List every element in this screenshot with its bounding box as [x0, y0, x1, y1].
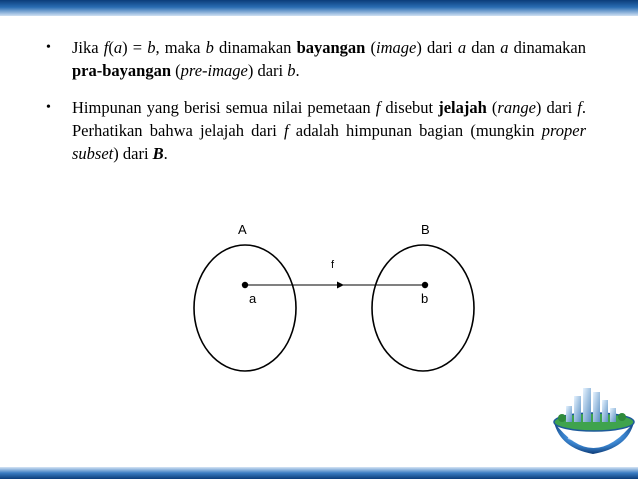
text: .: [295, 61, 300, 80]
set-a-ellipse: [194, 245, 296, 371]
math-set-B: B: [152, 144, 164, 163]
math-b: b: [147, 38, 156, 57]
text: Jika: [72, 38, 104, 57]
text: Himpunan yang berisi semua nilai pemetaan: [72, 98, 376, 117]
text: .: [163, 144, 168, 163]
text: (: [171, 61, 181, 80]
set-a-label: A: [238, 222, 247, 237]
term-jelajah: jelajah: [438, 98, 487, 117]
text: disebut: [380, 98, 439, 117]
text: ) dari: [113, 144, 153, 163]
element-a-label: a: [249, 291, 257, 306]
text: (: [486, 98, 498, 117]
set-b-ellipse: [372, 245, 474, 371]
text: . Perhatikan bahwa jelajah dari: [72, 98, 586, 140]
text: ) dari: [247, 61, 288, 80]
element-b-label: b: [421, 291, 429, 306]
text: , maka: [155, 38, 206, 57]
term-image: image: [376, 38, 417, 57]
math-b: b: [287, 61, 296, 80]
arrow-head-icon: [337, 282, 344, 289]
set-b-label: B: [421, 222, 430, 237]
text: dinamakan: [213, 38, 297, 57]
math-f: f: [577, 98, 582, 117]
city-globe-logo-icon: [548, 382, 638, 479]
math-f: f: [283, 121, 289, 140]
term-proper-subset: proper subset: [72, 121, 586, 163]
math-f: f: [375, 98, 381, 117]
text: (: [108, 38, 114, 57]
text: ) dari: [416, 38, 458, 57]
bullet-icon: •: [46, 40, 51, 55]
term-range: range: [497, 98, 536, 117]
math-b: b: [205, 38, 214, 57]
text: ): [122, 38, 128, 57]
text: ) dari: [535, 98, 578, 117]
math-a: a: [457, 38, 467, 57]
term-bayangan: bayangan: [296, 38, 366, 57]
text: dan: [466, 38, 501, 57]
math-a: a: [500, 38, 509, 57]
text: adalah himpunan bagian (mungkin: [288, 121, 542, 140]
text: =: [127, 38, 148, 57]
bottom-banner: [0, 467, 638, 479]
math-f: f: [103, 38, 109, 57]
text: dinamakan: [508, 38, 586, 57]
term-pra-bayangan: pra-bayangan: [72, 61, 172, 80]
bullet-icon: •: [46, 100, 51, 115]
term-pre-image: pre-image: [180, 61, 248, 80]
text: (: [365, 38, 377, 57]
function-label: f: [331, 259, 335, 271]
math-a: a: [113, 38, 123, 57]
